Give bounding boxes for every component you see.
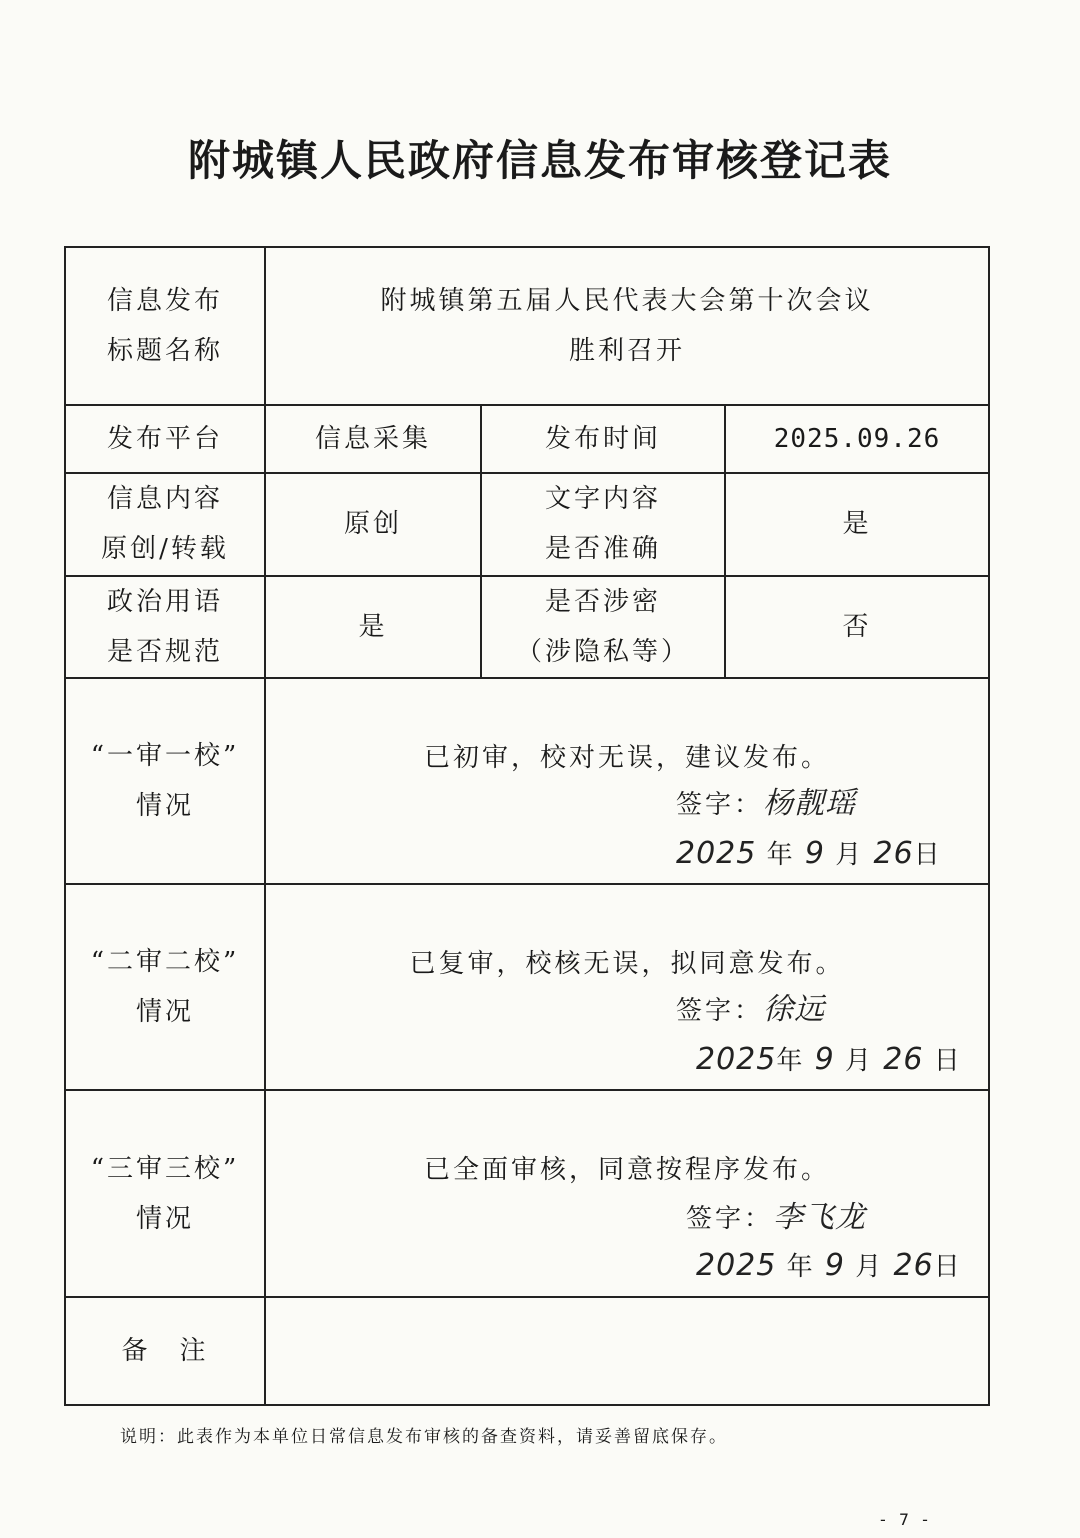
review-2-sign-label: 签字： [676,996,764,1027]
info-title-value-line1: 附城镇第五届人民代表大会第十次会议 [380,286,874,317]
row-platform [65,405,989,473]
review-1-date-year: 2025 [676,835,757,871]
review-3-date [696,1241,962,1292]
review-1-date-day-unit: 日 [913,839,942,870]
review-1-sign-label: 签字： [676,789,764,820]
row-info-title [65,247,989,405]
review-2-signature: 徐远 [763,992,826,1028]
page-number: - 7 - [880,1510,932,1529]
review-3-signature: 李飞龙 [773,1200,867,1236]
accurate-label-line1: 文字内容 [544,484,661,515]
political-value: 是 [265,576,481,678]
review-2-label-line2: 情况 [135,997,194,1028]
review-3-label-line2: 情况 [135,1203,194,1234]
secret-label-line2: （涉隐私等） [515,636,690,667]
accurate-label [481,473,725,575]
review-1-date-day: 26 [873,835,914,871]
platform-value: 信息采集 [265,405,481,473]
review-2-sign [676,985,825,1036]
review-1-sign [676,779,856,830]
info-title-label-line2: 标题名称 [106,336,223,367]
page-title: 附城镇人民政府信息发布审核登记表 [187,136,892,185]
original-label-line1: 信息内容 [106,484,223,515]
registration-form-table [64,246,990,1406]
review-1-opinion: 已初审，校对无误，建议发布。 [424,742,831,773]
secret-value: 否 [725,576,989,678]
review-2-date-month-unit: 月 [845,1046,874,1077]
review-3-date-year-unit: 年 [786,1252,815,1283]
review-1-label [65,678,265,884]
review-3-label-line1: “三审三校” [90,1153,240,1184]
political-label-line1: 政治用语 [106,586,223,617]
review-2-opinion: 已复审，校核无误，拟同意发布。 [409,949,845,980]
footnote: 说明：此表作为本单位日常信息发布审核的备查资料，请妥善留底保存。 [120,1427,728,1447]
review-1-content [265,678,989,884]
review-3-sign [686,1193,866,1244]
review-1-label-line1: “一审一校” [90,740,240,771]
review-2-date [696,1035,962,1086]
original-label-line2: 原创/转载 [101,534,229,565]
review-2-date-day: 26 [883,1042,924,1078]
review-2-label-line1: “二审二校” [90,947,240,978]
review-2-date-day-unit: 日 [933,1046,962,1077]
platform-label: 发布平台 [65,405,265,473]
review-2-content [265,884,989,1090]
remarks-label: 备 注 [65,1297,265,1405]
review-2-date-year: 2025 [696,1042,777,1078]
political-label-line2: 是否规范 [106,636,223,667]
original-value: 原创 [265,473,481,575]
review-2-label [65,884,265,1090]
review-1-date-month: 9 [804,835,825,871]
publish-time-label: 发布时间 [481,405,725,473]
review-3-content [265,1090,989,1296]
accurate-label-line2: 是否准确 [544,534,661,565]
review-3-opinion: 已全面审核，同意按程序发布。 [424,1155,831,1186]
info-title-value [265,247,989,405]
review-1-signature: 杨靓瑶 [763,785,857,821]
row-review-1 [65,678,989,884]
row-political [65,576,989,678]
review-1-label-line2: 情况 [135,790,194,821]
original-label [65,473,265,575]
review-3-date-year: 2025 [696,1248,777,1284]
review-1-date-year-unit: 年 [766,839,795,870]
review-3-date-month-unit: 月 [855,1252,884,1283]
review-2-date-month: 9 [814,1042,835,1078]
row-remarks [65,1297,989,1405]
row-review-3 [65,1090,989,1296]
info-title-label-line1: 信息发布 [106,286,223,317]
secret-label-line1: 是否涉密 [544,586,661,617]
publish-time-value: 2025.09.26 [725,405,989,473]
remarks-value [265,1297,989,1405]
review-3-date-day: 26 [893,1248,934,1284]
info-title-value-line2: 胜利召开 [569,336,686,367]
political-label [65,576,265,678]
review-3-label [65,1090,265,1296]
info-title-label [65,247,265,405]
row-review-2 [65,884,989,1090]
accurate-value: 是 [725,473,989,575]
review-3-date-month: 9 [824,1248,845,1284]
review-2-date-year-unit: 年 [776,1046,805,1077]
secret-label [481,576,725,678]
review-3-sign-label: 签字： [686,1204,774,1235]
review-1-date-month-unit: 月 [835,839,864,870]
review-3-date-day-unit: 日 [933,1252,962,1283]
row-original [65,473,989,575]
review-1-date [676,829,942,880]
